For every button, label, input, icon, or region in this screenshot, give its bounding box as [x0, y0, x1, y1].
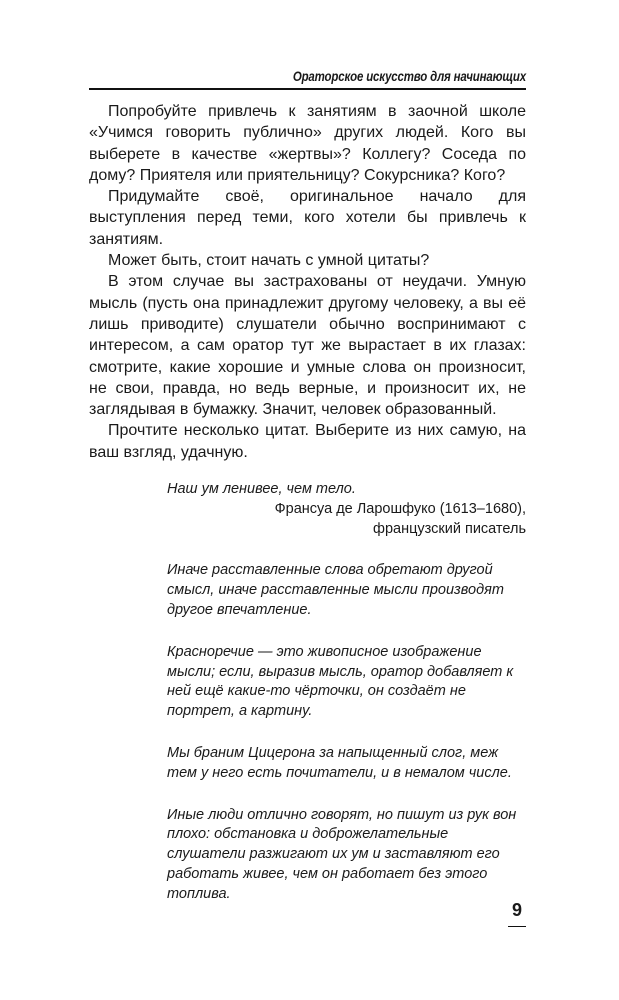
paragraph: Попробуйте привлечь к занятиям в заочной школе «Учимся говорить публично» других людей. Кого вы выберете в качестве «жертвы»? Коллегу? Соседа по дому? Приятеля или приятельницу? Сокурсника? Кого? — [89, 103, 526, 184]
quote-2: Иначе расставленные слова обретают другой смысл, иначе расставленные мысли производят другое впечатление. — [167, 562, 504, 618]
header-rule — [89, 88, 526, 90]
paragraph: Прочтите несколько цитат. Выберите из них самую, на ваш взгляд, удачную. — [89, 422, 526, 461]
quote-1-author: Франсуа де Ларошфуко (1613–1680), — [274, 500, 526, 517]
quote-3: Красноречие — это живописное изображение мысли; если, выразив мысль, оратор добавляет к ней ещё какие-то чёрточки, он создаёт не портрет, а картину. — [167, 643, 514, 720]
running-header: Ораторское искусство для начинающих — [292, 68, 526, 84]
page-number-rule — [508, 926, 526, 927]
body-text — [89, 101, 526, 463]
paragraph: Придумайте своё, оригинальное начало для выступления перед теми, кого хотели бы привлечь к занятиям. — [89, 188, 526, 248]
quote-1-role: французский писатель — [373, 520, 526, 537]
page-number: 9 — [511, 900, 522, 920]
quote-1: Наш ум ленивее, чем тело. — [167, 481, 356, 497]
paragraph: Может быть, стоит начать с умной цитаты? — [108, 252, 430, 270]
quotes-section — [167, 480, 526, 905]
paragraph: В этом случае вы застрахованы от неудачи. Умную мысль (пусть она принадлежит другому человеку, а вы её лишь приводите) слушатели обычно воспринимают с интересом, а сам оратор тут же вырастает в их глазах: смотрите, какие хорошие и умные слова он произносит, не свои, правда, но ведь верные, и произносит их, не заглядывая в бумажку. Значит, человек образованный. — [89, 273, 526, 419]
quote-5: Иные люди отлично говорят, но пишут из рук вон плохо: обстановка и доброжелательные слушатели разжигают их ум и заставляют его работать живее, чем он работает без этого топлива. — [167, 806, 517, 902]
quote-4: Мы браним Цицерона за напыщенный слог, меж тем у него есть почитатели, и в немалом числе. — [167, 744, 512, 781]
